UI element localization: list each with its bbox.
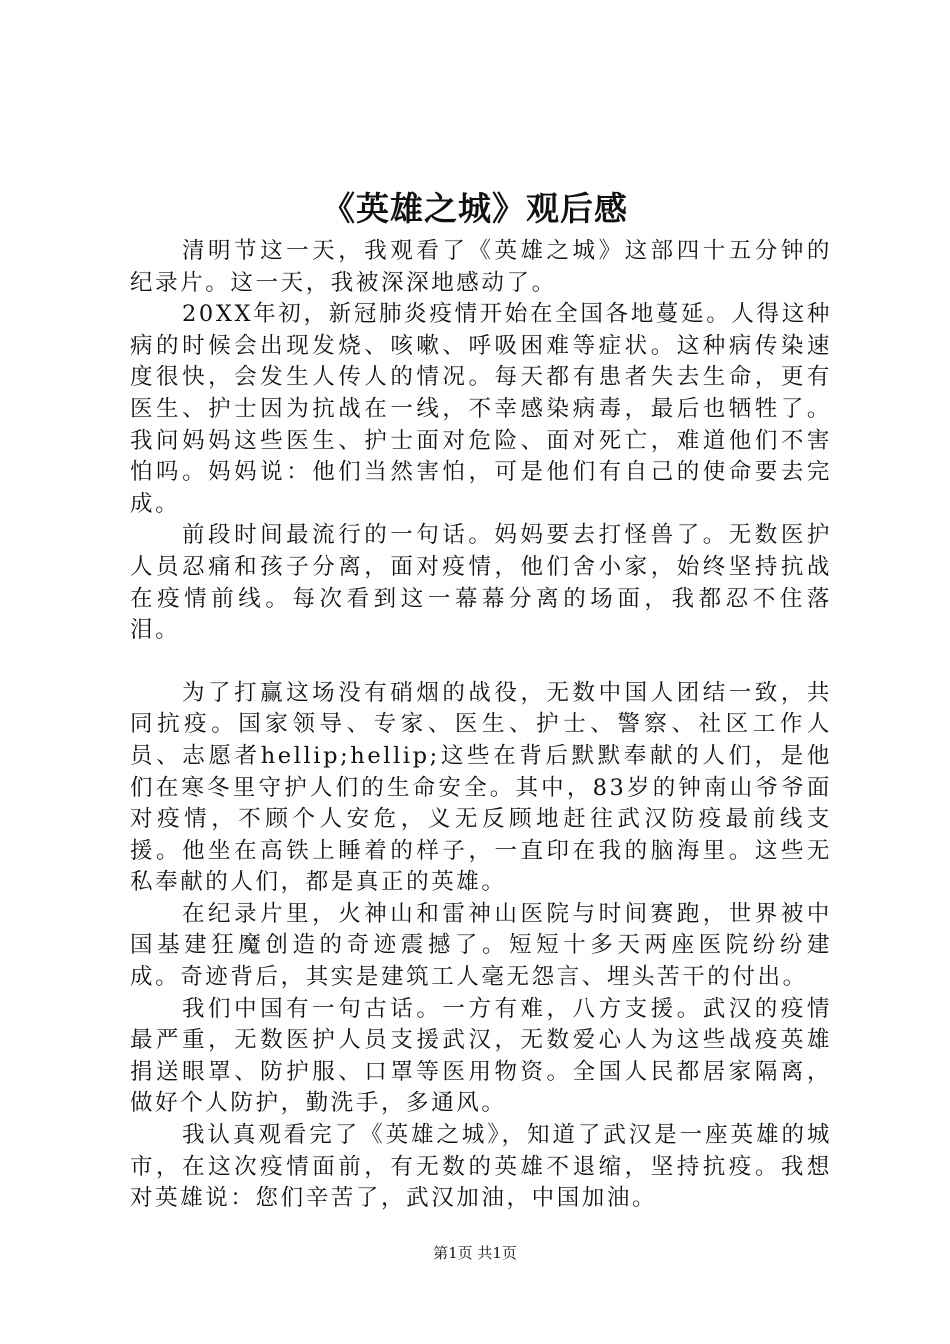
document-body xyxy=(130,236,832,1215)
paragraph: 为了打赢这场没有硝烟的战役，无数中国人团结一致，共同抗疫。国家领导、专家、医生、护士、警察、社区工作人员、志愿者hellip;hellip;这些在背后默默奉献的人们，是他们在寒冬里守护人们的生命安全。其中，83岁的钟南山爷爷面对疫情，不顾个人安危，义无反顾地赶往武汉防疫最前线支援。他坐在高铁上睡着的样子，一直印在我的脑海里。这些无私奉献的人们，都是真正的英雄。 xyxy=(130,679,832,896)
paragraph: 清明节这一天，我观看了《英雄之城》这部四十五分钟的纪录片。这一天，我被深深地感动了。 xyxy=(130,238,832,296)
paragraph: 在纪录片里，火神山和雷神山医院与时间赛跑，世界被中国基建狂魔创造的奇迹震撼了。短短十多天两座医院纷纷建成。奇迹背后，其实是建筑工人毫无怨言、埋头苦干的付出。 xyxy=(130,900,832,991)
page-footer: 第1页 共1页 xyxy=(433,1244,517,1262)
paragraph: 我认真观看完了《英雄之城》，知道了武汉是一座英雄的城市，在这次疫情面前，有无数的英雄不退缩，坚持抗疫。我想对英雄说：您们辛苦了，武汉加油，中国加油。 xyxy=(130,1122,832,1212)
paragraph: 前段时间最流行的一句话。妈妈要去打怪兽了。无数医护人员忍痛和孩子分离，面对疫情，他们舍小家，始终坚持抗战在疫情前线。每次看到这一幕幕分离的场面，我都忍不住落泪。 xyxy=(130,522,832,644)
paragraph: 我们中国有一句古话。一方有难，八方支援。武汉的疫情最严重，无数医护人员支援武汉，无数爱心人为这些战疫英雄捐送眼罩、防护服、口罩等医用物资。全国人民都居家隔离，做好个人防护，勤洗手，多通风。 xyxy=(130,995,832,1117)
paragraph: 20XX年初，新冠肺炎疫情开始在全国各地蔓延。人得这种病的时候会出现发烧、咳嗽、呼吸困难等症状。这种病传染速度很快，会发生人传人的情况。每天都有患者失去生命，更有医生、护士因为抗战在一线，不幸感染病毒，最后也牺牲了。我问妈妈这些医生、护士面对危险、面对死亡，难道他们不害怕吗。妈妈说：他们当然害怕，可是他们有自己的使命要去完成。 xyxy=(130,301,832,517)
document-title: 《英雄之城》观后感 xyxy=(322,189,628,228)
